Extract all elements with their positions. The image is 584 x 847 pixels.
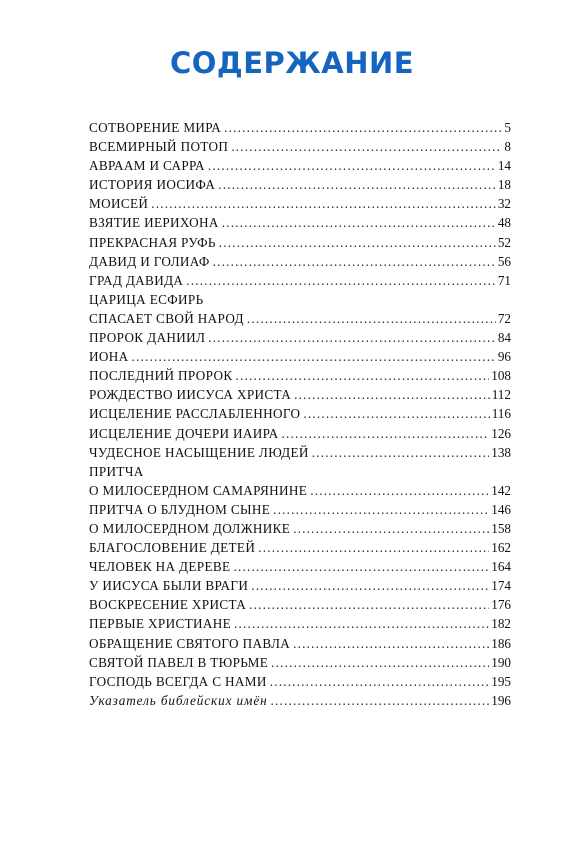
dot-leader (293, 634, 489, 653)
toc-entry-page-number: 72 (497, 310, 511, 326)
dot-leader (208, 328, 496, 347)
dot-leader (273, 500, 489, 519)
dot-leader (294, 385, 490, 404)
toc-entry-title: ИСЦЕЛЕНИЕ РАССЛАБЛЕННОГО (89, 406, 301, 422)
toc-entry-title: О МИЛОСЕРДНОМ САМАРЯНИНЕ (89, 482, 308, 498)
toc-entry-page-number: 96 (497, 349, 511, 365)
toc-entry-row (89, 538, 511, 557)
toc-entry-title: ДАВИД И ГОЛИАФ (89, 253, 210, 269)
toc-entry-title: ОБРАЩЕНИЕ СВЯТОГО ПАВЛА (89, 635, 291, 651)
page-title: СОДЕРЖАНИЕ (169, 46, 415, 80)
toc-entry-page-number: 48 (497, 215, 511, 231)
toc-entry-title: СОТВОРЕНИЕ МИРА (89, 120, 222, 135)
toc-entry-page-number: 196 (491, 692, 511, 708)
toc-entry-page-number: 174 (491, 578, 511, 594)
toc-entry-page-number: 32 (497, 196, 511, 212)
toc-entry[interactable] (89, 595, 511, 614)
toc-entry-title: ПОСЛЕДНИЙ ПРОРОК (89, 368, 233, 384)
toc-entry-row (89, 194, 511, 213)
dot-leader (222, 213, 496, 232)
dot-leader (270, 672, 490, 691)
toc-entry-row (89, 328, 511, 347)
dot-leader (219, 233, 496, 252)
toc-entry[interactable] (89, 500, 511, 519)
toc-entry[interactable] (89, 252, 511, 271)
toc-entry-title: ГОСПОДЬ ВСЕГДА С НАМИ (89, 673, 267, 689)
toc-entry-page-number: 142 (491, 482, 511, 498)
toc-entry-title: РОЖДЕСТВО ИИСУСА ХРИСТА (89, 387, 292, 403)
dot-leader (186, 271, 496, 290)
toc-entry[interactable] (89, 175, 511, 194)
toc-entry-title: СПАСАЕТ СВОЙ НАРОД (89, 310, 244, 326)
toc-entry-row (89, 576, 511, 595)
toc-entry-row (89, 366, 511, 385)
dot-leader (258, 538, 489, 557)
toc-entry[interactable] (89, 328, 511, 347)
toc-entry-page-number: 5 (504, 120, 511, 135)
toc-entry-title: ПРИТЧА О БЛУДНОМ СЫНЕ (89, 501, 271, 517)
toc-entry[interactable] (89, 576, 511, 595)
toc-entry-row (89, 614, 511, 633)
dot-leader (312, 443, 489, 462)
toc-entry-page-number: 146 (491, 501, 511, 517)
toc-entry[interactable] (89, 691, 511, 710)
toc-entry-row (89, 137, 511, 156)
toc-entry-page-number: 162 (491, 540, 511, 556)
dot-leader (218, 175, 496, 194)
dot-leader (132, 347, 496, 366)
dot-leader (293, 519, 489, 538)
toc-entry-title: ВЗЯТИЕ ИЕРИХОНА (89, 215, 219, 231)
toc-entry-row (89, 175, 511, 194)
toc-entry[interactable] (89, 118, 511, 137)
toc-entry-row (89, 347, 511, 366)
toc-entry[interactable] (89, 194, 511, 213)
toc-entry-row (89, 271, 511, 290)
toc-entry-title: Указатель библейских имён (89, 692, 268, 708)
toc-entry[interactable] (89, 213, 511, 232)
dot-leader (231, 137, 501, 156)
toc-entry[interactable] (89, 347, 511, 366)
dot-leader (310, 481, 489, 500)
toc-entry-title: СВЯТОЙ ПАВЕЛ В ТЮРЬМЕ (89, 654, 269, 670)
toc-entry-row (89, 595, 511, 614)
toc-entry-row (89, 557, 511, 576)
toc-entry-page-number: 18 (497, 177, 511, 193)
dot-leader (234, 614, 489, 633)
toc-entry-title: ПРОРОК ДАНИИЛ (89, 330, 206, 346)
toc-entry[interactable] (89, 538, 511, 557)
toc-entry-page-number: 52 (497, 234, 511, 250)
dot-leader (282, 424, 490, 443)
toc-entry-page-number: 158 (491, 520, 511, 536)
dot-leader (303, 404, 489, 423)
toc-entry-row (89, 156, 511, 175)
toc-entry-page-number: 71 (497, 272, 511, 288)
dot-leader (249, 595, 489, 614)
toc-entry-title: ПЕРВЫЕ ХРИСТИАНЕ (89, 616, 232, 632)
dot-leader (271, 653, 489, 672)
toc-entry[interactable] (89, 634, 511, 653)
dot-leader (213, 252, 496, 271)
toc-entry-row (89, 213, 511, 232)
toc-entry-row (89, 481, 511, 500)
toc-entry-page-number: 164 (491, 559, 511, 575)
dot-leader (271, 691, 490, 710)
toc-entry-title: ИСТОРИЯ ИОСИФА (89, 177, 216, 193)
toc-entry[interactable] (89, 424, 511, 443)
toc-entry-page-number: 116 (491, 406, 511, 422)
toc-entry[interactable] (89, 557, 511, 576)
toc-entry-title: МОИСЕЙ (89, 196, 149, 212)
toc-entry-page-number: 176 (491, 597, 511, 613)
toc-entry-page-number: 195 (491, 673, 511, 689)
toc-entry[interactable] (89, 385, 511, 404)
table-of-contents (89, 118, 511, 710)
toc-entry[interactable] (89, 443, 511, 462)
toc-entry[interactable] (89, 614, 511, 633)
toc-entry[interactable] (89, 672, 511, 691)
toc-entry-page-number: 190 (491, 654, 511, 670)
toc-entry-page-number: 138 (491, 444, 511, 460)
toc-entry-row (89, 672, 511, 691)
toc-entry-row (89, 634, 511, 653)
toc-entry-title: ВОСКРЕСЕНИЕ ХРИСТА (89, 597, 247, 613)
toc-entry[interactable] (89, 290, 511, 328)
toc-entry-title: О МИЛОСЕРДНОМ ДОЛЖНИКЕ (89, 520, 291, 536)
toc-entry-title: ЧУДЕСНОЕ НАСЫЩЕНИЕ ЛЮДЕЙ (89, 444, 309, 460)
toc-entry-row (89, 118, 511, 137)
toc-entry[interactable] (89, 404, 511, 423)
toc-entry-page-number: 8 (504, 139, 511, 155)
toc-entry-page-number: 14 (497, 158, 511, 174)
toc-entry-title-line: ЦАРИЦА ЕСФИРЬ (89, 291, 204, 307)
toc-entry[interactable] (89, 271, 511, 290)
toc-entry-row (89, 500, 511, 519)
toc-entry[interactable] (89, 462, 511, 500)
toc-entry-title: АВРААМ И САРРА (89, 158, 205, 174)
toc-entry-row (89, 424, 511, 443)
toc-entry[interactable] (89, 519, 511, 538)
toc-entry-title: ИОНА (89, 349, 129, 365)
dot-leader (151, 194, 496, 213)
dot-leader (251, 576, 489, 595)
toc-entry-page-number: 56 (497, 253, 511, 269)
toc-entry-title: ЧЕЛОВЕК НА ДЕРЕВЕ (89, 559, 231, 575)
dot-leader (236, 366, 490, 385)
toc-entry-title: ИСЦЕЛЕНИЕ ДОЧЕРИ ИАИРА (89, 425, 279, 441)
toc-entry-title: ПРЕКРАСНАЯ РУФЬ (89, 234, 216, 250)
toc-entry-title: БЛАГОСЛОВЕНИЕ ДЕТЕЙ (89, 540, 256, 556)
toc-entry-row (89, 519, 511, 538)
toc-entry-row (89, 233, 511, 252)
toc-entry-row (89, 443, 511, 462)
toc-entry[interactable] (89, 653, 511, 672)
toc-entry-page-number: 186 (491, 635, 511, 651)
toc-entry-row (89, 653, 511, 672)
toc-entry-title: ВСЕМИРНЫЙ ПОТОП (89, 139, 229, 155)
toc-entry-page-number: 84 (497, 330, 511, 346)
toc-entry[interactable] (89, 366, 511, 385)
toc-entry[interactable] (89, 156, 511, 175)
toc-entry-page-number: 126 (491, 425, 511, 441)
toc-entry-row (89, 309, 511, 328)
dot-leader (247, 309, 496, 328)
toc-entry-row (89, 385, 511, 404)
toc-entry[interactable] (89, 233, 511, 252)
dot-leader (233, 557, 489, 576)
dot-leader (224, 118, 501, 137)
toc-entry-title: У ИИСУСА БЫЛИ ВРАГИ (89, 578, 249, 594)
dot-leader (208, 156, 496, 175)
toc-entry-title: ГРАД ДАВИДА (89, 272, 184, 288)
toc-entry-row (89, 691, 511, 710)
toc-entry-title-line: ПРИТЧА (89, 463, 144, 479)
toc-entry-row (89, 252, 511, 271)
toc-entry-page-number: 108 (491, 368, 511, 384)
toc-entry-page-number: 112 (491, 387, 511, 403)
toc-entry-row (89, 404, 511, 423)
toc-entry[interactable] (89, 137, 511, 156)
toc-entry-page-number: 182 (491, 616, 511, 632)
